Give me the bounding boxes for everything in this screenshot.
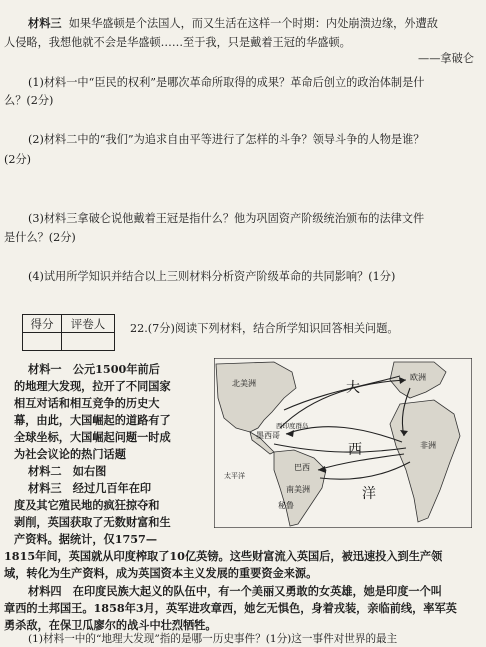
label-europe: 欧洲 — [410, 373, 426, 382]
question-22-heading: 22.(7分)阅读下列材料，结合所学知识回答相关问题。 — [130, 322, 399, 335]
material-3-text: 如果华盛顿是个法国人，而又生活在这样一个时期：内处崩溃边缘，外遭敌 — [68, 17, 438, 30]
score-header: 得分 — [23, 315, 62, 333]
left-text-line3: 相互对话和相互竞争的历史大 — [14, 396, 160, 410]
question-22-sub1-line1: (1)材料一中的“地理大发现”指的是哪一历史事件？(1分)这一事件对世界的最主 — [28, 633, 398, 645]
full-text-line3: 材料四 在印度民族大起义的队伍中，有一个美丽又勇敢的女英雄，她是印度一个叫 — [28, 584, 442, 598]
left-text-line6: 为社会议论的热门话题 — [14, 447, 126, 461]
question-3-line1: (3)材料三拿破仑说他戴着王冠是指什么？他为巩固资产阶级统治颁布的法律文件 — [28, 212, 425, 225]
full-text-line1: 1815年间，英国就从印度榨取了10亿英镑。这些财富流入英国后，被迅速投入到生产领 — [4, 549, 443, 563]
label-mexico: 墨西哥 — [256, 431, 280, 440]
left-text-line8: 材料三 经过几百年在印 — [28, 481, 152, 495]
trade-route-map — [214, 358, 472, 528]
full-text-line4: 章西的土邦国王。1858年3月，英军进攻章西，她乞无惧色，身着戎装，亲临前线，率军英 — [4, 601, 457, 615]
grader-cell[interactable] — [62, 333, 115, 351]
question-2-line2: (2分) — [4, 153, 32, 166]
full-text-line5: 勇杀敌，在保卫瓜廖尔的战斗中壮烈牺牲。 — [4, 618, 217, 632]
question-3-line2: 是什么？(2分) — [4, 231, 76, 244]
label-atlantic-3: 洋 — [362, 486, 376, 502]
question-1-line1: (1)材料一中“臣民的权利”是哪次革命所取得的成果？革命后创立的政治体制是什 — [28, 76, 425, 89]
left-text-line10: 剥削，英国获取了无数财富和生 — [14, 515, 171, 529]
material-3-line2: 人侵略，我想他就不会是华盛顿……至于我，只是戴着王冠的华盛顿。 — [4, 36, 351, 49]
left-text-line5: 全球坐标，大国崛起问题一时成 — [14, 430, 171, 444]
label-africa: 非洲 — [420, 441, 436, 450]
grader-header: 评卷人 — [62, 315, 115, 333]
question-2-line1: (2)材料二中的“我们”为追求自由平等进行了怎样的斗争？领导斗争的人物是谁？ — [28, 133, 425, 146]
left-text-line4: 幕，由此，大国崛起的道路有了 — [14, 413, 171, 427]
label-pacific: 太平洋 — [224, 472, 245, 480]
score-table — [22, 314, 115, 351]
question-1-line2: 么？(2分) — [4, 94, 54, 107]
full-text-line2: 域，转化为生产资料，成为英国资本主义发展的重要资金来源。 — [4, 566, 318, 580]
label-atlantic-1: 大 — [346, 380, 360, 396]
label-peru: 秘鲁 — [278, 501, 294, 510]
label-north-america: 北美洲 — [232, 379, 256, 388]
material-3-attribution: ——拿破仑 — [418, 52, 474, 65]
left-text-line9: 度及其它殖民地的疯狂掠夺和 — [14, 498, 160, 512]
label-atlantic-2: 西 — [348, 442, 362, 458]
material-3-line1 — [28, 16, 438, 31]
score-cell[interactable] — [23, 333, 62, 351]
left-text-line7: 材料二 如右图 — [28, 464, 107, 478]
label-west-indies: 西印度群岛 — [276, 422, 309, 430]
question-4-line1: (4)试用所学知识并结合以上三则材料分析资产阶级革命的共同影响？(1分) — [28, 270, 396, 283]
left-text-line1: 材料一 公元1500年前后 — [28, 362, 160, 376]
material-3-label: 材料三 — [28, 16, 62, 30]
label-brazil: 巴西 — [294, 463, 310, 472]
left-text-line2: 的地理大发现，拉开了不同国家 — [14, 379, 171, 393]
label-south-america: 南美洲 — [286, 485, 310, 494]
left-text-line11: 产资料。据统计，仅1757— — [14, 532, 158, 546]
